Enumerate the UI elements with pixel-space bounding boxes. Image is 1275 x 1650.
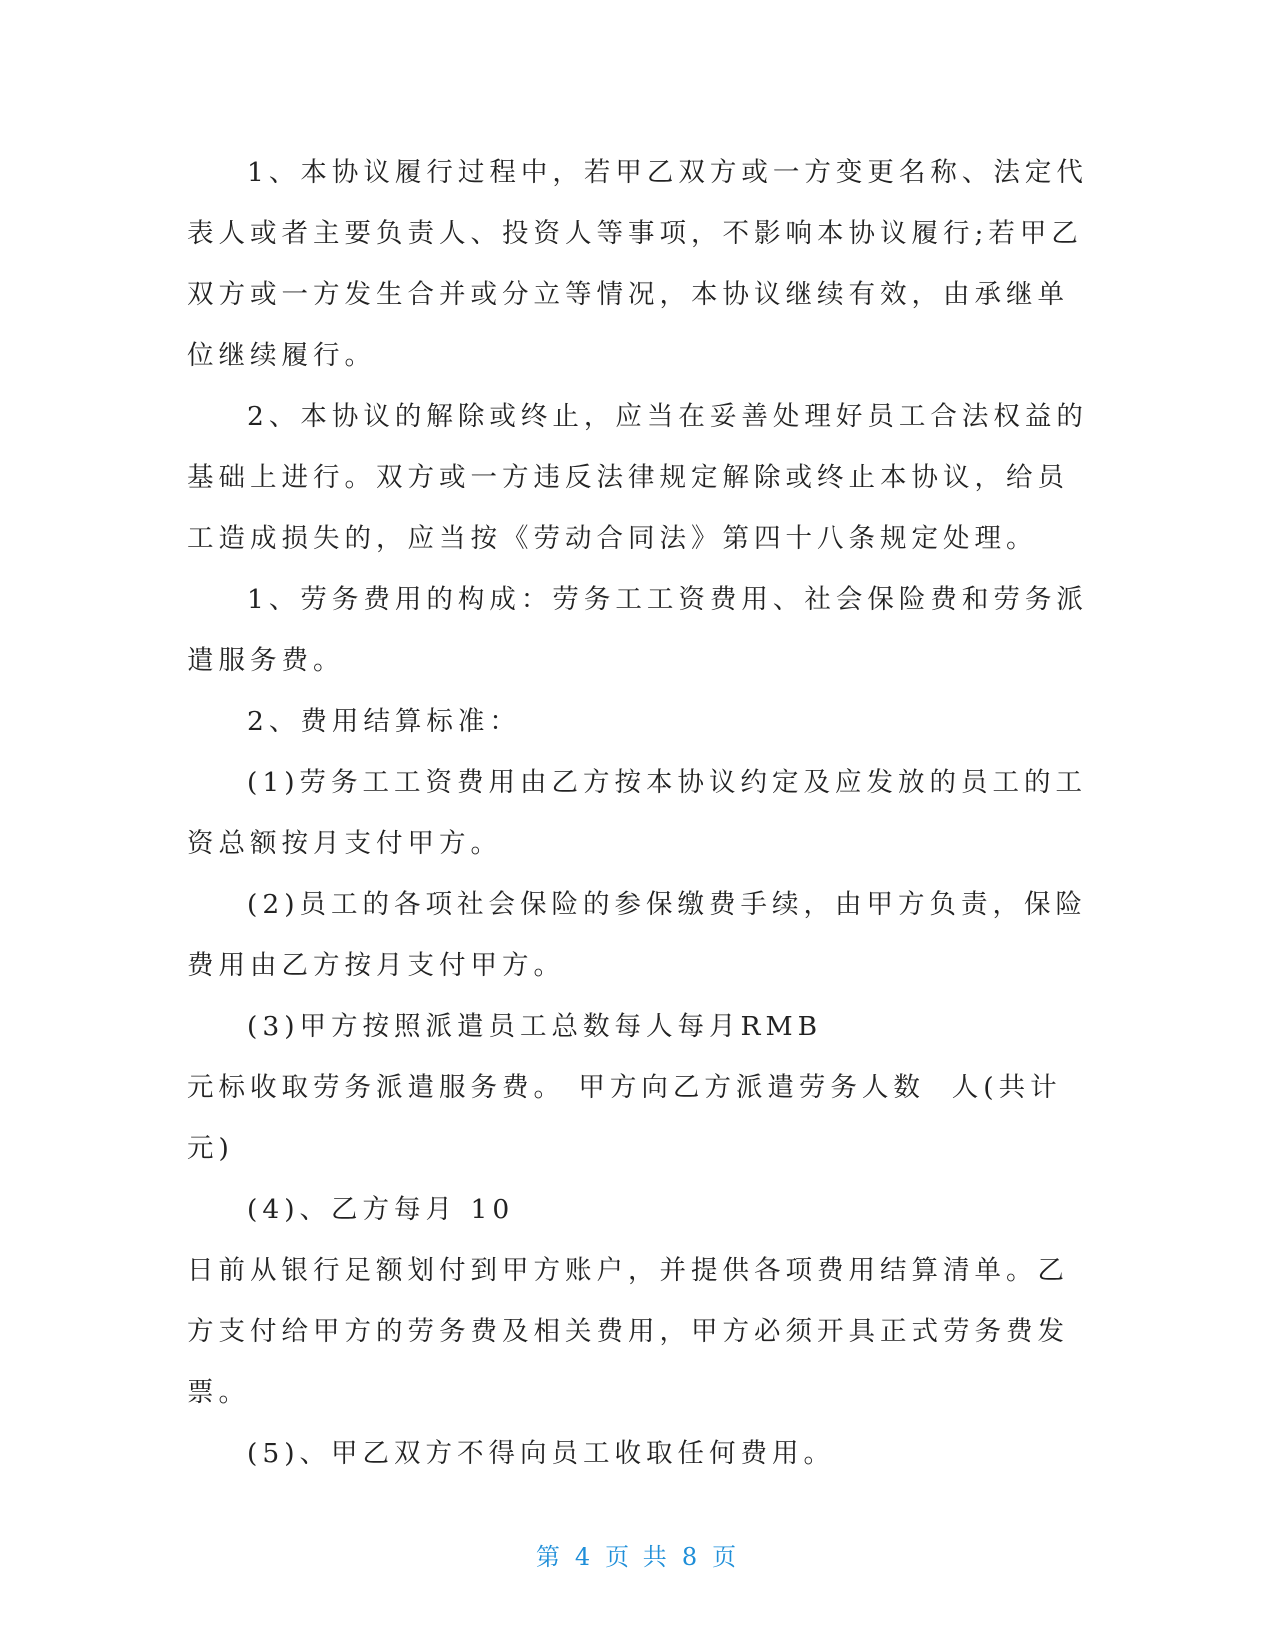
page-footer <box>0 1537 1275 1572</box>
text-line: (5)、甲乙双方不得向员工收取任何费用。 <box>247 1438 836 1469</box>
paragraph-fee-composition <box>187 569 1088 691</box>
text-line: 2、本协议的解除或终止，应当在妥善处理好员工合法权益的 <box>247 401 1088 432</box>
footer-suffix: 页 <box>712 1543 740 1571</box>
text-line: 2、费用结算标准： <box>247 706 521 737</box>
text-line: 双方或一方发生合并或分立等情况，本协议继续有效，由承继单 <box>187 279 1069 310</box>
total-page-number: 8 <box>681 1543 701 1571</box>
footer-middle: 页 共 <box>605 1543 670 1571</box>
text-line: 1、本协议履行过程中，若甲乙双方或一方变更名称、法定代 <box>247 157 1088 188</box>
text-line: 方支付给甲方的劳务费及相关费用，甲方必须开具正式劳务费发 <box>187 1316 1069 1347</box>
text-line: 1、劳务费用的构成：劳务工工资费用、社会保险费和劳务派 <box>247 584 1088 615</box>
text-line: 日前从银行足额划付到甲方账户，并提供各项费用结算清单。乙 <box>187 1255 1069 1286</box>
paragraph-item-4-payment <box>187 1179 1072 1423</box>
paragraph-item-2-insurance <box>187 874 1088 996</box>
text-line: (2)员工的各项社会保险的参保缴费手续，由甲方负责，保险 <box>247 889 1088 920</box>
text-line: 元标收取劳务派遣服务费。 甲方向乙方派遣劳务人数 人(共计 <box>187 1072 1062 1103</box>
footer-prefix: 第 <box>535 1543 563 1571</box>
paragraph-item-1-wages <box>187 752 1088 874</box>
text-line: 票。 <box>187 1377 250 1408</box>
text-line: 费用由乙方按月支付甲方。 <box>187 950 565 981</box>
text-line: 遣服务费。 <box>187 645 345 676</box>
text-line: 工造成损失的，应当按《劳动合同法》第四十八条规定处理。 <box>187 523 1038 554</box>
document-body <box>187 142 1088 1484</box>
paragraph-clause-2-termination <box>187 386 1088 569</box>
text-line: 位继续履行。 <box>187 340 376 371</box>
paragraph-item-5-no-fees <box>187 1423 1072 1484</box>
paragraph-clause-1-name-change <box>187 142 1088 386</box>
text-line: 表人或者主要负责人、投资人等事项，不影响本协议履行;若甲乙 <box>187 218 1083 249</box>
current-page-number: 4 <box>574 1543 594 1571</box>
text-line: 元) <box>187 1133 234 1164</box>
text-line: (3)甲方按照派遣员工总数每人每月RMB <box>247 1011 823 1042</box>
text-line: (4)、乙方每月 10 <box>247 1194 515 1225</box>
text-line: 基础上进行。双方或一方违反法律规定解除或终止本协议，给员 <box>187 462 1069 493</box>
paragraph-item-3-service-fee <box>187 996 1072 1179</box>
text-line: (1)劳务工工资费用由乙方按本协议约定及应发放的员工的工 <box>247 767 1088 798</box>
text-line: 资总额按月支付甲方。 <box>187 828 502 859</box>
paragraph-settlement-standard <box>187 691 1072 752</box>
